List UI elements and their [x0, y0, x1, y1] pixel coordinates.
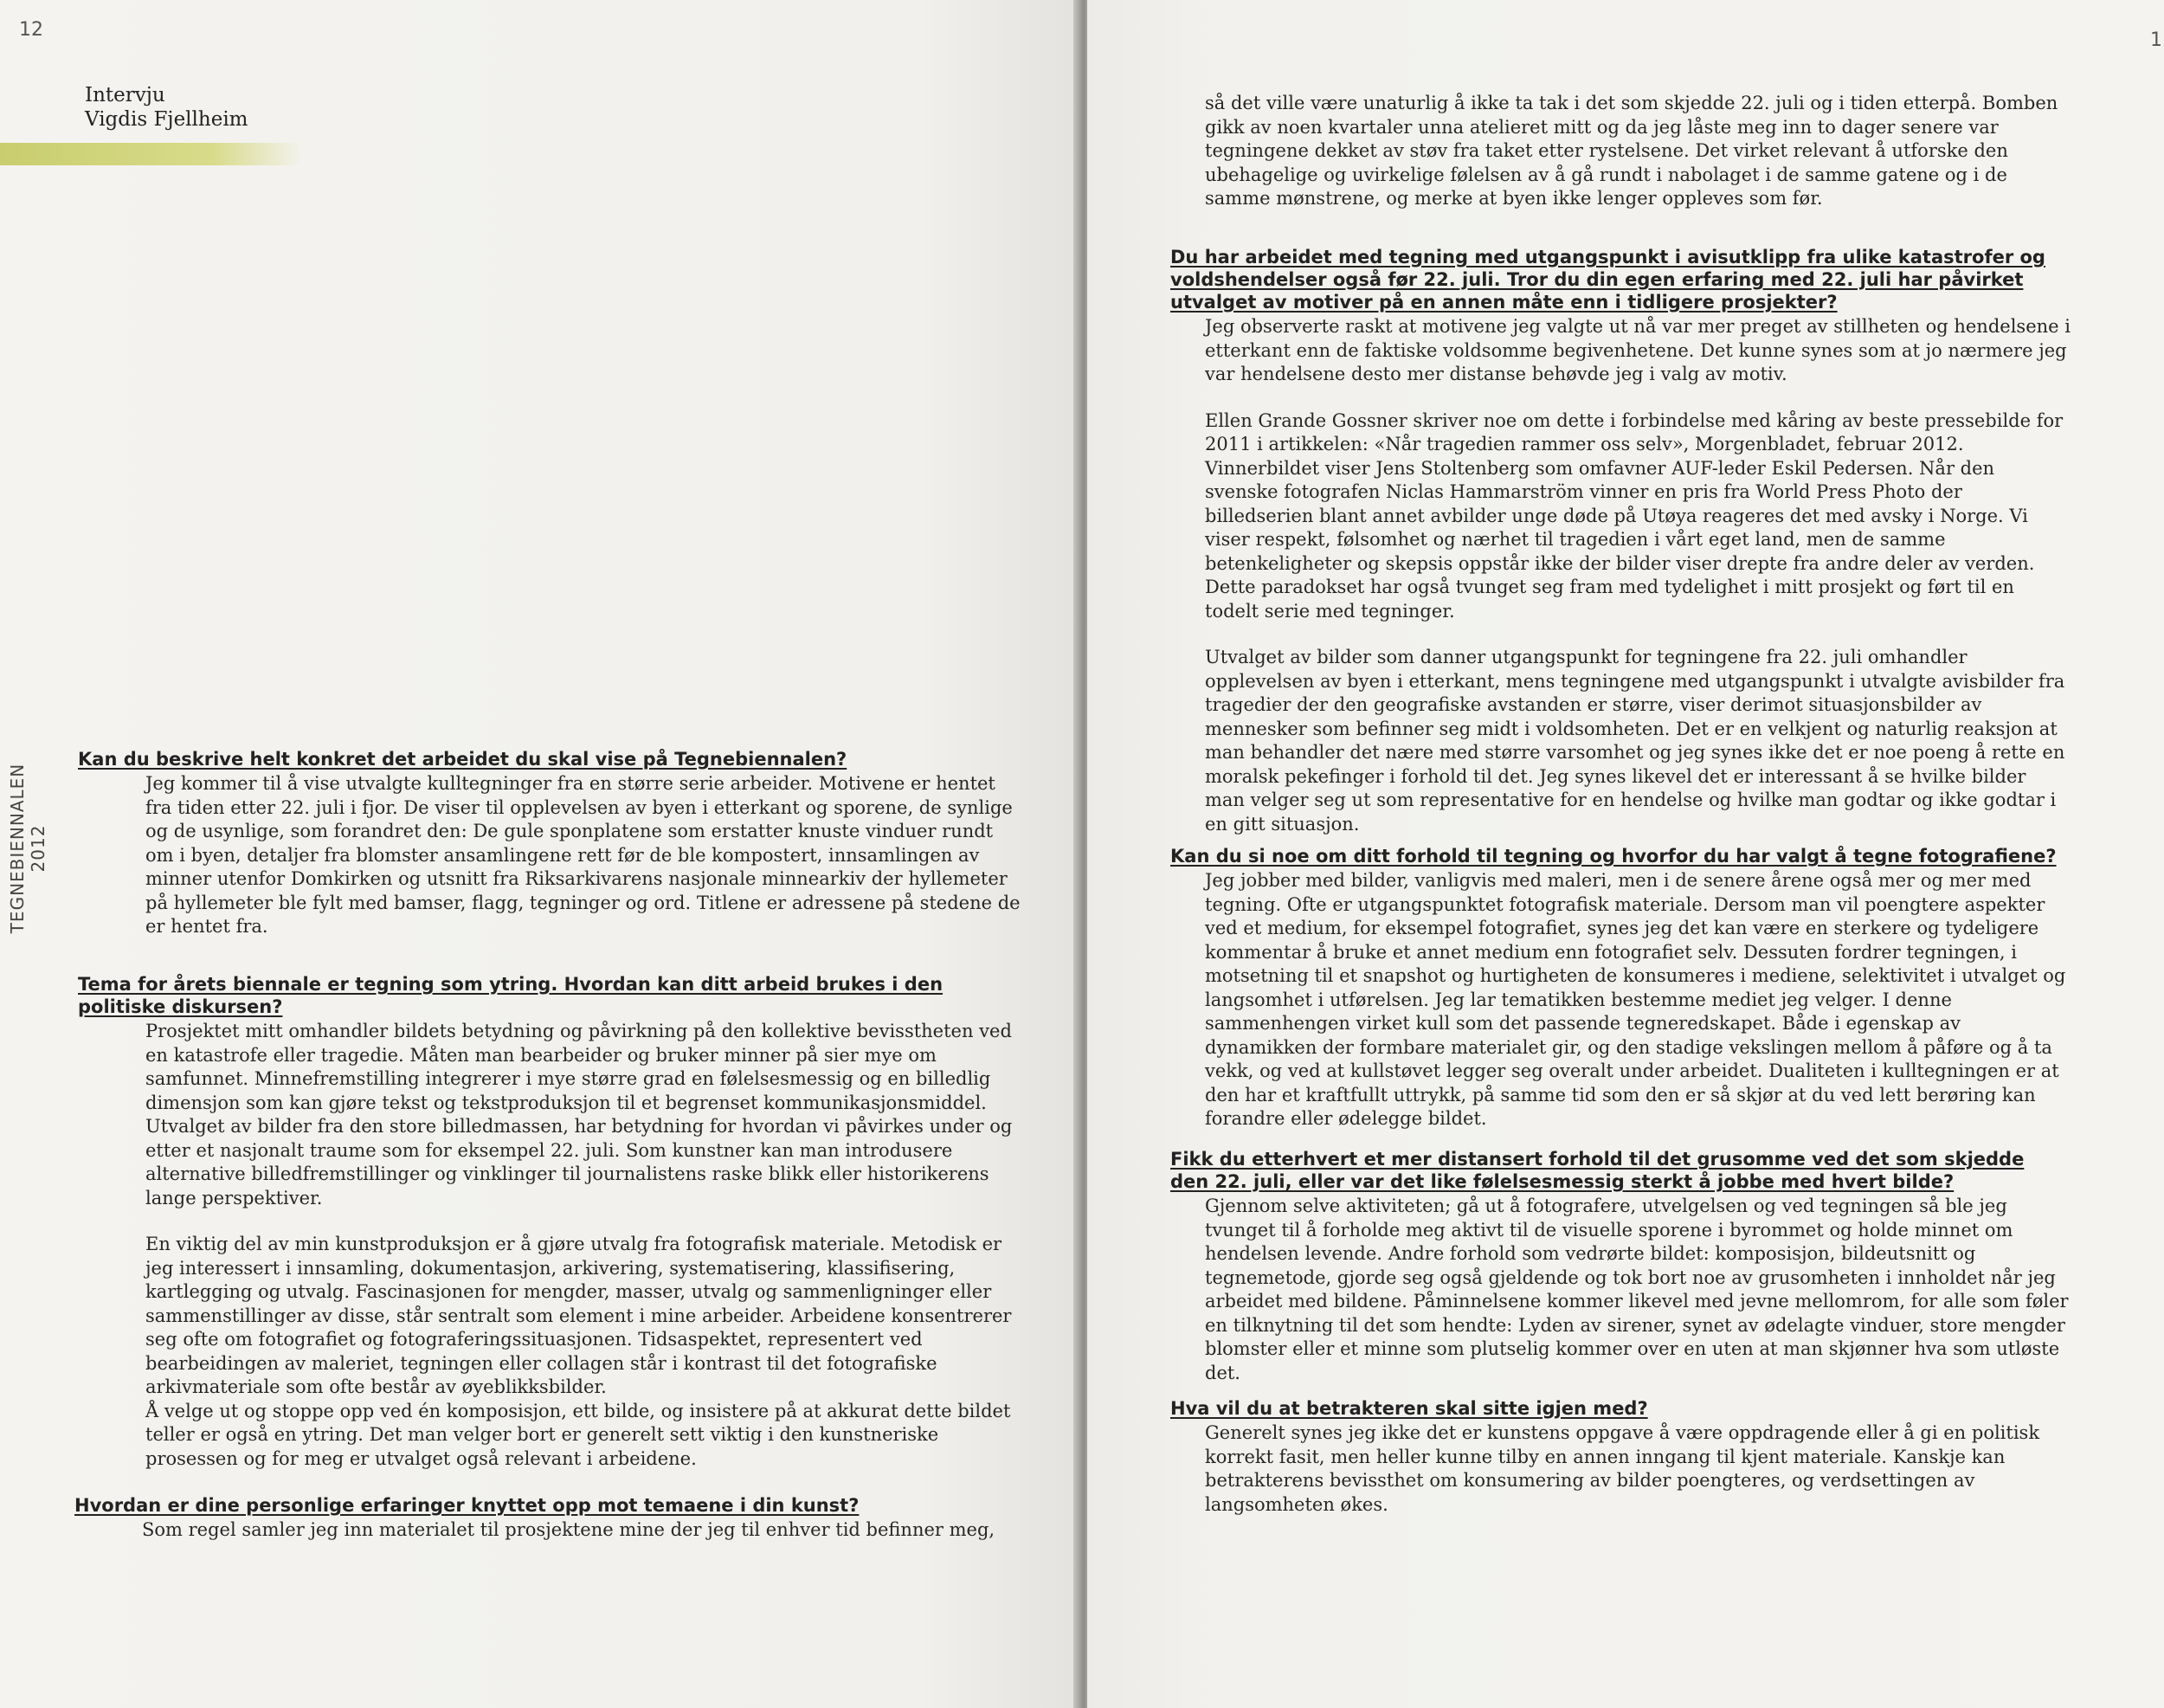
- section-7: [1170, 1397, 2071, 1517]
- header-author: Vigdis Fjellheim: [85, 108, 248, 131]
- section-4: [1170, 246, 2071, 836]
- answer-paragraph: Å velge ut og stoppe opp ved én komposisjon, ett bilde, og insistere på at akkurat dette bildet teller er også en ytring. Det man velger bort er generelt sett viktig i den kunstneriske prosessen og for meg er utvalget også relevant i arbeidene.: [145, 1400, 1011, 1469]
- section-2: [78, 973, 1021, 1471]
- answer-paragraph: Jeg kommer til å vise utvalgte kulltegninger fra en større serie arbeider. Motivene er hentet fra tiden etter 22. juli i fjor. De viser til opplevelsen av byen i etterkant og sporene, de synlige og de usynlige, som forandret den: De gule sponplatene som erstatter knuste vinduer rundt om i byen, detaljer fra blomster ansamlingene rett før de ble kompostert, innsamlingen av minner utenfor Domkirken og utsnitt fra Riksarkivarens nasjonale minnearkiv der hyllemeter på hyllemeter ble fylt med bamser, flagg, tegninger og ord. Titlene er adressene på stedene de er hentet fra.: [145, 773, 1021, 937]
- answer-paragraph: Jeg jobber med bilder, vanligvis med maleri, men i de senere årene også mer og mer med tegning. Ofte er utgangspunktet fotografisk materiale. Dersom man vil poengtere aspekter ved et medium, for eksempel fotografiet, synes jeg det kan være en sterkere og tydeligere kommentar å bruke et annet medium enn fotografiet selv. Dessuten fordrer tegningen, i motsetning til et snapshot og hurtigheten de konsumeres i mediene, selektivitet i utvalget og langsomhet i utførelsen. Jeg lar tematikken bestemme mediet jeg velger. I denne sammenhengen virket kull som det passende tegneredskapet. Både i egenskap av dynamikken der formbare materialet gir, og den stadige vekslingen mellom å påføre og å ta vekk, og ved at kullstøvet legger seg overalt under arbeidet. Dualiteten i kulltegningen er at den har et kraftfullt uttrykk, på samme tid som den er så skjør at du ved lett berøring kan forandre eller ødelegge bildet.: [1205, 870, 2066, 1129]
- answer-paragraph: Som regel samler jeg inn materialet til prosjektene mine der jeg til enhver tid befinner meg,: [142, 1519, 995, 1540]
- section-1: [78, 748, 1021, 939]
- section-6: [1170, 1148, 2071, 1385]
- question-heading: Tema for årets biennale er tegning som ytring. Hvordan kan ditt arbeid brukes i den politiske diskursen?: [78, 974, 944, 1017]
- vertical-running-title: TEGNEBIENNALEN 2012: [7, 763, 48, 934]
- page-number: 1: [2150, 29, 2162, 51]
- answer-paragraph: så det ville være unaturlig å ikke ta tak i det som skjedde 22. juli og i tiden etterpå. Bomben gikk av noen kvartaler unna atelieret mitt og da jeg låste meg inn to dager senere var tegningene dekket av støv fra taket etter rystelsene. Det virket relevant å utforske den ubehagelige og uvirkelige følelsen av å gå rundt i nabolaget i de samme gatene og i de samme mønstrene, og merke at byen ikke lenger oppleves som før.: [1205, 93, 2058, 209]
- question-heading: Kan du si noe om ditt forhold til tegning og hvorfor du har valgt å tegne fotografiene?: [1170, 846, 2057, 867]
- left-page: [0, 0, 1080, 1708]
- intro-continuation: [1170, 92, 2071, 211]
- section-5: [1170, 845, 2071, 1131]
- question-heading: Fikk du etterhvert et mer distansert forhold til det grusomme ved det som skjedde den 22. juli, eller var det like følelsesmessig sterkt å jobbe med hvert bilde?: [1170, 1149, 2025, 1192]
- page-number: 12: [19, 19, 43, 41]
- header-accent-bar: [0, 143, 303, 165]
- answer-paragraph: Utvalget av bilder som danner utgangspunkt for tegningene fra 22. juli omhandler opplevelsen av byen i etterkant, mens tegningene med utgangspunkt i utvalgte avisbilder fra tragedier der den geografiske avstanden er større, viser derimot situasjonsbilder av mennesker som befinner seg midt i voldsomheten. Det er en velkjent og naturlig reaksjon at man behandler det nære med større varsomhet og jeg synes ikke det er noe poeng å rette en moralsk pekefinger i forhold til det. Jeg synes likevel det er interessant å se hvilke bilder man velger seg ut som representative for en hendelse og hvilke man godtar og ikke godtar i en gitt situasjon.: [1205, 647, 2065, 835]
- header-category: Intervju: [85, 84, 165, 106]
- answer-paragraph: Jeg observerte raskt at motivene jeg valgte ut nå var mer preget av stillheten og hendelsene i etterkant enn de faktiske voldsomme begivenhetene. Det kunne synes som at jo nærmere jeg var hendelsene desto mer distanse behøvde jeg i valg av motiv.: [1205, 316, 2071, 384]
- answer-paragraph: Generelt synes jeg ikke det er kunstens oppgave å være oppdragende eller å gi en politisk korrekt fasit, men heller kunne tilby en annen inngang til kjent materiale. Kanskje kan betrakterens bevissthet om konsumering av bilder poengteres, og verdsettingen av langsomheten økes.: [1205, 1422, 2040, 1515]
- question-heading: Hva vil du at betrakteren skal sitte igjen med?: [1170, 1398, 1648, 1419]
- interview-header: [85, 83, 248, 132]
- question-heading: Du har arbeidet med tegning med utgangspunkt i avisutklipp fra ulike katastrofer og voldshendelser også før 22. juli. Tror du din egen erfaring med 22. juli har påvirket utvalget av motiver på en annen måte enn i tidligere prosjekter?: [1170, 247, 2045, 313]
- answer-paragraph: Gjennom selve aktiviteten; gå ut å fotografere, utvelgelsen og ved tegningen så ble jeg tvunget til å forholde meg aktivt til de visuelle sporene i byrommet og holde minnet om hendelsen levende. Andre forhold som vedrørte bildet: komposisjon, bildeutsnitt og tegnemetode, gjorde seg også gjeldende og tok bort noe av grusomheten i innholdet når jeg arbeidet med bildene. Påminnelsene kommer likevel med jevne mellomrom, for alle som føler en tilknytning til det som hendte: Lyden av sirener, synet av ødelagte vinduer, store mengder blomster eller et minne som plutselig kommer over en uten at man skjønner hva som utløste det.: [1205, 1196, 2069, 1383]
- question-heading: Hvordan er dine personlige erfaringer knyttet opp mot temaene i din kunst?: [74, 1495, 860, 1516]
- section-3: [74, 1494, 1018, 1543]
- answer-paragraph: En viktig del av min kunstproduksjon er å gjøre utvalg fra fotografisk materiale. Metodisk er jeg interessert i innsamling, dokumentasjon, arkivering, systematisering, klassifisering, kartlegging og utvalg. Fascinasjonen for mengder, masser, utvalg og sammenligninger eller sammenstillinger av disse, står sentralt som element i mine arbeider. Arbeidene konsentrerer seg ofte om fotografiet og fotograferingssituasjonen. Tidsaspektet, representert ved bearbeidingen av maleriet, tegningen eller collagen står i kontrast til det fotografiske arkivmateriale som ofte består av øyeblikksbilder.: [145, 1234, 1012, 1397]
- answer-paragraph: Prosjektet mitt omhandler bildets betydning og påvirkning på den kollektive bevisstheten ved en katastrofe eller tragedie. Måten man bearbeider og bruker minner på sier mye om samfunnet. Minnefremstilling integrerer i mye større grad en følelsesmessig og en billedlig dimensjon som kan gjøre tekst og tekstproduksjon til et begrenset kommunikasjonsmiddel. Utvalget av bilder fra den store billedmassen, har betydning for hvordan vi påvirkes under og etter et nasjonalt traume som for eksempel 22. juli. Som kunstner kan man introdusere alternative billedfremstillinger og vinklinger til journalistens raske blikk eller historikerens lange perspektiver.: [145, 1021, 1013, 1208]
- answer-paragraph: Ellen Grande Gossner skriver noe om dette i forbindelse med kåring av beste pressebilde for 2011 i artikkelen: «Når tragedien rammer oss selv», Morgenbladet, februar 2012. Vinnerbildet viser Jens Stoltenberg som omfavner AUF-leder Eskil Pedersen. Når den svenske fotografen Niclas Hammarström vinner en pris fra World Press Photo der billedserien blant annet avbilder unge døde på Utøya reageres det med avsky i Norge. Vi viser respekt, følsomhet og nærhet til tragedien i vårt eget land, men de samme betenkeligheter og skepsis oppstår ikke der bilder viser drepte fra andre deler av verden. Dette paradokset har også tvunget seg fram med tydelighet i mitt prosjekt og ført til en todelt serie med tegninger.: [1205, 409, 2064, 622]
- question-heading: Kan du beskrive helt konkret det arbeidet du skal vise på Tegnebiennalen?: [78, 749, 847, 770]
